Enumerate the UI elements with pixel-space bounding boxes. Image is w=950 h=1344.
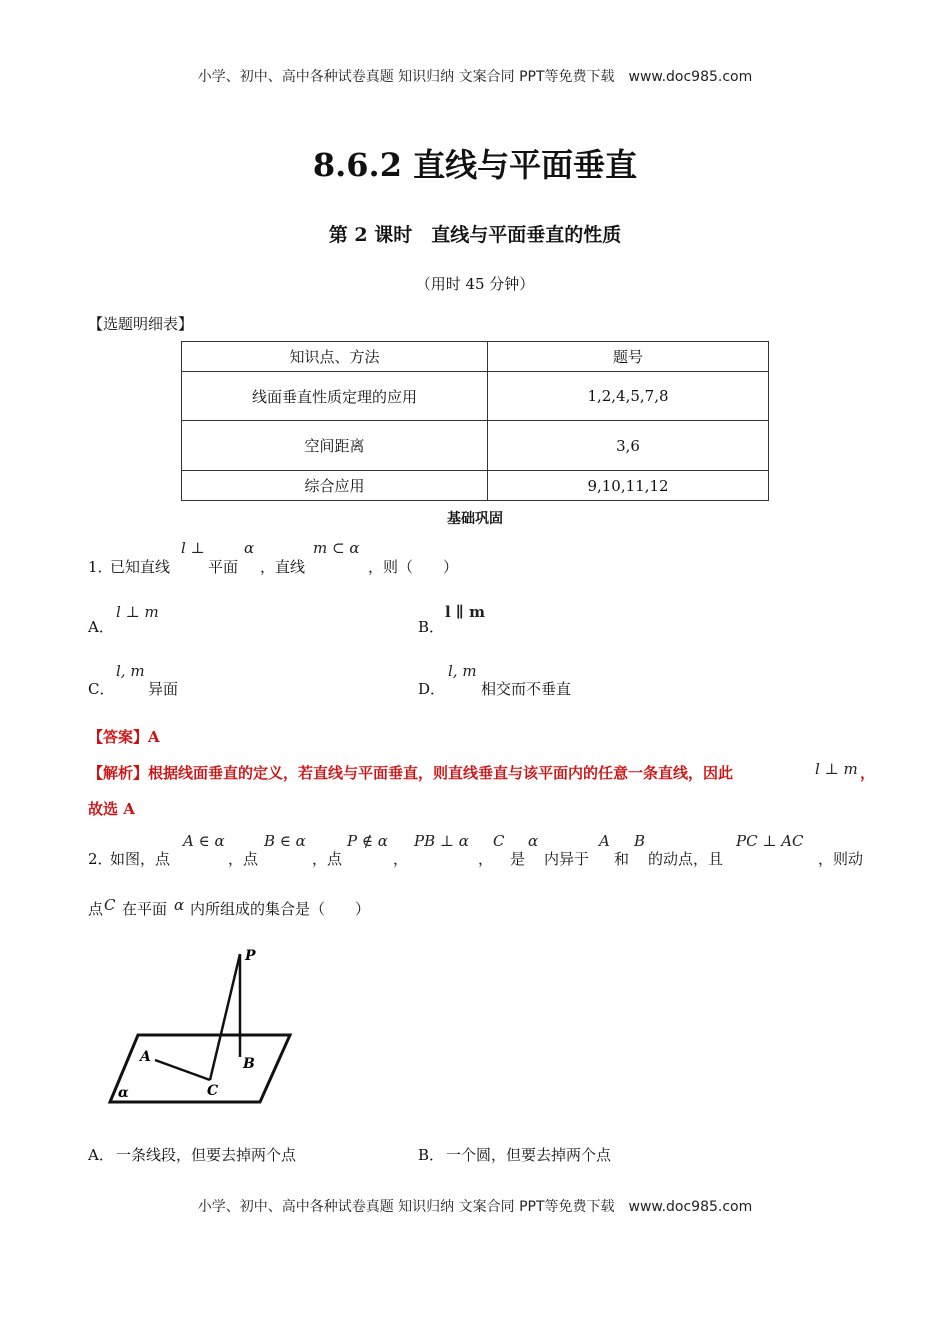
table-cell: 线面垂直性质定理的应用 (182, 372, 488, 421)
label-C: C (207, 1083, 219, 1099)
table-cell: 1,2,4,5,7,8 (488, 372, 769, 421)
question-text: 点 (88, 900, 104, 918)
table-heading: 【选题明细表】 (88, 315, 194, 333)
geometry-figure (100, 940, 300, 1110)
question-text: 已知直线 (110, 558, 171, 576)
plane-alpha (110, 1035, 290, 1102)
page-subtitle: 第 2 课时 直线与平面垂直的性质 (328, 224, 622, 246)
label-A: A (140, 1049, 151, 1065)
math-expression: A ∈ α (183, 832, 225, 850)
math-expression: C (104, 896, 116, 914)
analysis-text: ， (860, 764, 876, 782)
table-cell: 综合应用 (182, 471, 488, 501)
table-cell: 9,10,11,12 (488, 471, 769, 501)
option-text: 一个圆，但要去掉两个点 (446, 1146, 612, 1164)
option-label: B． (418, 618, 445, 636)
math-expression: m ⊂ α (313, 539, 360, 557)
section-title: 基础巩固 (447, 511, 503, 527)
label-P: P (245, 948, 256, 964)
math-expression: l ⊥ (181, 539, 205, 557)
math-expression: A (599, 832, 610, 850)
question-text: 和 (614, 850, 630, 868)
analysis-math: l ⊥ m (815, 760, 858, 778)
option-label: C． (88, 680, 115, 698)
table-cell: 3,6 (488, 421, 769, 471)
question-text: ，则动 (818, 850, 864, 868)
question-text: 平面 (208, 558, 239, 576)
label-B: B (243, 1056, 255, 1072)
answer: 【答案】A (88, 728, 160, 746)
table-header-cell: 题号 (488, 342, 769, 372)
question-number: 2． (88, 850, 113, 868)
question-text: ，点 (228, 850, 259, 868)
page-title: 8.6.2 直线与平面垂直 (312, 146, 638, 184)
option-math: l ∥ m (445, 603, 485, 621)
option-text: 相交而不垂直 (481, 680, 572, 698)
question-text: 的动点，且 (648, 850, 724, 868)
question-text: ，点 (312, 850, 343, 868)
math-expression: α (528, 832, 539, 850)
time-note: （用时 45 分钟） (415, 275, 535, 293)
question-text: ，直线 (260, 558, 306, 576)
table-header-cell: 知识点、方法 (182, 342, 488, 372)
math-expression: P ∉ α (347, 832, 388, 850)
math-expression: α (174, 896, 185, 914)
header-banner: 小学、初中、高中各种试卷真题 知识归纳 文案合同 PPT等免费下载 www.doc985.com (197, 69, 753, 85)
question-text: ， (393, 850, 409, 868)
table-header-row (182, 342, 769, 372)
option-label: D． (418, 680, 446, 698)
option-math: l ⊥ m (116, 603, 159, 621)
math-expression: B ∈ α (264, 832, 306, 850)
option-label: A． (88, 1146, 114, 1164)
footer-banner: 小学、初中、高中各种试卷真题 知识归纳 文案合同 PPT等免费下载 www.doc985.com (197, 1199, 753, 1215)
math-expression: C (493, 832, 505, 850)
math-expression: B (634, 832, 646, 850)
table-row (182, 372, 769, 421)
question-number: 1． (88, 558, 113, 576)
table-row (182, 471, 769, 501)
math-expression: PC ⊥ AC (736, 832, 804, 850)
analysis-label: 【解析】 (88, 764, 149, 782)
question-text: 内异于 (544, 850, 590, 868)
analysis-text: 故选 A (88, 800, 135, 818)
selection-table (181, 341, 769, 501)
option-math: l, m (116, 662, 145, 680)
question-text: 内所组成的集合是（ ） (190, 900, 371, 918)
question-text: 是 (510, 850, 526, 868)
line-AC (155, 1060, 210, 1080)
table-row (182, 421, 769, 471)
analysis-text: 根据线面垂直的定义，若直线与平面垂直，则直线垂直与该平面内的任意一条直线，因此 (148, 764, 734, 782)
option-text: 一条线段，但要去掉两个点 (116, 1146, 297, 1164)
line-PC (210, 954, 240, 1080)
option-label: A． (88, 618, 114, 636)
math-expression: α (244, 539, 255, 557)
question-text: 如图，点 (110, 850, 171, 868)
question-text: ， (478, 850, 494, 868)
question-text: ，则（ ） (368, 558, 459, 576)
label-alpha: α (118, 1085, 129, 1101)
option-label: B． (418, 1146, 445, 1164)
math-expression: PB ⊥ α (414, 832, 469, 850)
question-text: 在平面 (122, 900, 168, 918)
table-cell: 空间距离 (182, 421, 488, 471)
option-math: l, m (448, 662, 477, 680)
option-text: 异面 (148, 680, 179, 698)
